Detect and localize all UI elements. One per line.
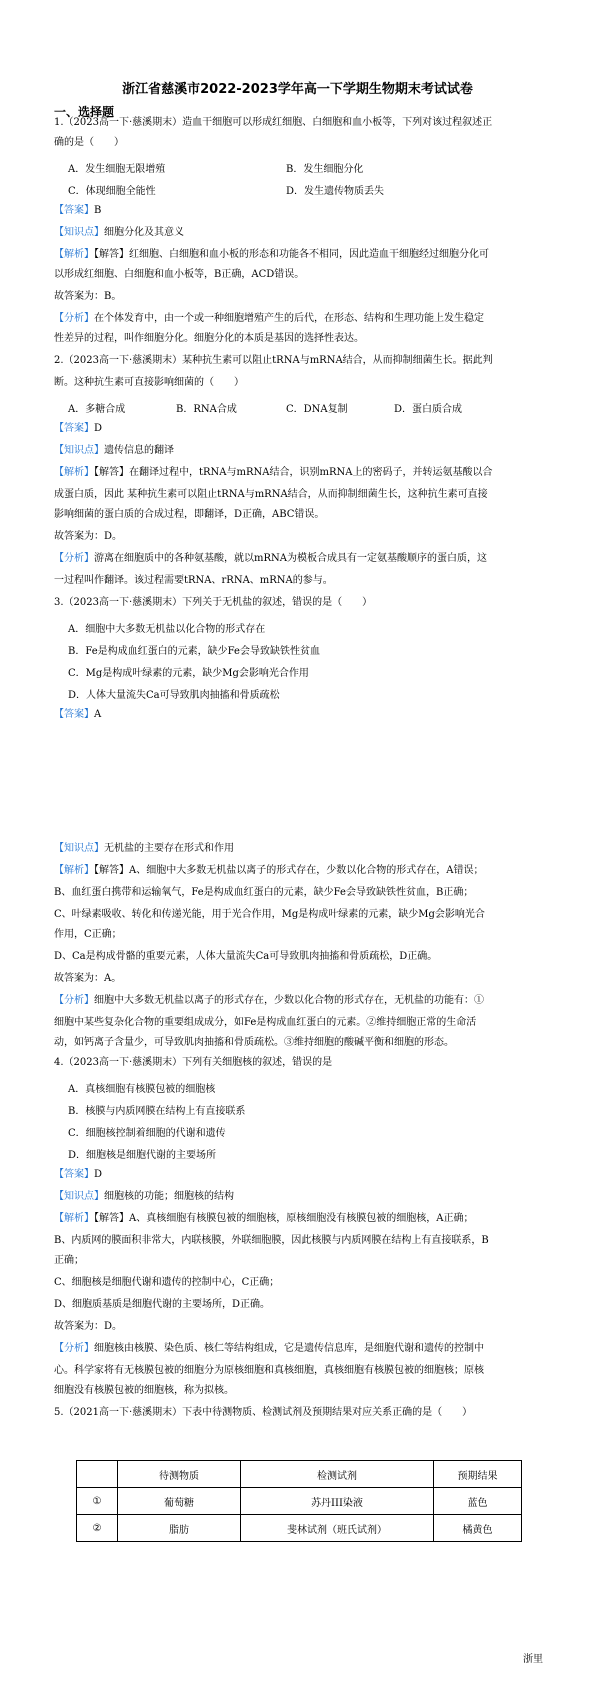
knowledge-text: 无机盐的主要存在形式和作用	[104, 843, 234, 854]
option-d: D．蛋白质合成	[394, 404, 463, 415]
answer-line	[54, 1168, 544, 1182]
explanation-text: 故答案为：D。	[54, 1321, 123, 1332]
analysis	[54, 1342, 544, 1356]
answer-line	[54, 204, 544, 218]
answer-tag: 【答案】	[54, 1169, 94, 1180]
table-cell: 葡萄糖	[118, 1488, 241, 1515]
answer-value: D	[94, 1169, 103, 1180]
explanation-text: 正确；	[54, 1255, 84, 1266]
table-header: 预期结果	[434, 1461, 522, 1488]
table-row	[77, 1515, 522, 1542]
analysis-text: 游离在细胞质中的各种氨基酸，就以mRNA为模板合成具有一定氨基酸顺序的蛋白质，这	[94, 553, 487, 564]
explanation-text: 【解答】A、真核细胞有核膜包被的细胞核，原核细胞没有核膜包被的细胞核，A正确；	[94, 1213, 474, 1224]
table-cell: 苏丹III染液	[241, 1488, 434, 1515]
question-stem: 1.（2023高一下·慈溪期末）造血干细胞可以形成红细胞、白细胞和血小板等，下列对该过程叙述正	[54, 117, 493, 128]
option-b: B．RNA合成	[176, 404, 237, 415]
explanation	[54, 248, 544, 262]
page-footer: 浙里	[523, 1654, 543, 1665]
option-b: B．核膜与内质网膜在结构上有直接联系	[68, 1106, 246, 1117]
option-c: C．体现细胞全能性	[68, 186, 156, 197]
page-title: 浙江省慈溪市2022-2023学年高一下学期生物期末考试试卷	[122, 82, 473, 97]
explanation-text: 故答案为：D。	[54, 531, 123, 542]
table-header: 待测物质	[118, 1461, 241, 1488]
knowledge-point	[54, 1190, 544, 1204]
explanation-text: 以形成红细胞、白细胞和血小板等，B正确，ACD错误。	[54, 269, 305, 280]
explanation-text: 影响细菌的蛋白质的合成过程，即翻译，D正确，ABC错误。	[54, 509, 325, 520]
answer-tag: 【答案】	[54, 423, 94, 434]
question-stem: 4.（2023高一下·慈溪期末）下列有关细胞核的叙述，错误的是	[54, 1057, 333, 1068]
answer-value: A	[94, 709, 102, 720]
explanation	[54, 864, 544, 878]
explanation-text: C、叶绿素吸收、转化和传递光能，用于光合作用，Mg是构成叶绿素的元素，缺少Mg会影响光合	[54, 909, 485, 920]
analysis-tag: 【分析】	[54, 1343, 94, 1354]
section-heading: 一、选择题	[54, 105, 115, 119]
question-stem: 断。这种抗生素可直接影响细菌的（ ）	[54, 377, 244, 388]
table-row	[77, 1488, 522, 1515]
table-header-row	[77, 1461, 522, 1488]
table-cell: ①	[77, 1488, 118, 1515]
explanation-tag: 【解析】	[54, 865, 94, 876]
table-header: 检测试剂	[241, 1461, 434, 1488]
table-header	[77, 1461, 118, 1488]
answer-line	[54, 708, 544, 722]
explanation-tag: 【解析】	[54, 1213, 94, 1224]
table-cell: 橘黄色	[434, 1515, 522, 1542]
explanation-text: D、Ca是构成骨骼的重要元素，人体大量流失Ca可导致肌肉抽搐和骨质疏松，D正确。	[54, 951, 438, 962]
knowledge-text: 细胞核的功能；细胞核的结构	[104, 1191, 234, 1202]
explanation	[54, 466, 544, 480]
answer-tag: 【答案】	[54, 709, 94, 720]
analysis-text: 细胞中大多数无机盐以离子的形式存在，少数以化合物的形式存在，无机盐的功能有：①	[94, 995, 484, 1006]
data-table	[76, 1460, 522, 1542]
option-c: C．Mg是构成叶绿素的元素，缺少Mg会影响光合作用	[68, 668, 309, 679]
analysis-text: 细胞核由核膜、染色质、核仁等结构组成，它是遗传信息库，是细胞代谢和遗传的控制中	[94, 1343, 484, 1354]
question-stem: 确的是（ ）	[54, 137, 124, 148]
analysis-text: 细胞没有核膜包被的细胞核，称为拟核。	[54, 1385, 234, 1396]
option-a: A．多糖合成	[68, 404, 126, 415]
explanation-tag: 【解析】	[54, 467, 94, 478]
knowledge-tag: 【知识点】	[54, 843, 104, 854]
knowledge-text: 遗传信息的翻译	[104, 445, 174, 456]
answer-tag: 【答案】	[54, 205, 94, 216]
explanation-text: C、细胞核是细胞代谢和遗传的控制中心，C正确；	[54, 1277, 280, 1288]
analysis-tag: 【分析】	[54, 313, 94, 324]
explanation-text: 【解答】在翻译过程中，tRNA与mRNA结合，识别mRNA上的密码子，并转运氨基酸以合	[94, 467, 493, 478]
analysis-text: 一过程叫作翻译。该过程需要tRNA、rRNA、mRNA的参与。	[54, 575, 333, 586]
table-cell: 蓝色	[434, 1488, 522, 1515]
option-d: D．人体大量流失Ca可导致肌肉抽搐和骨质疏松	[68, 690, 280, 701]
answer-line	[54, 422, 544, 436]
knowledge-tag: 【知识点】	[54, 445, 104, 456]
analysis	[54, 312, 544, 326]
option-d: D．细胞核是细胞代谢的主要场所	[68, 1150, 217, 1161]
explanation-text: 成蛋白质，因此 某种抗生素可以阻止tRNA与mRNA结合，从而抑制细菌生长，这种抗生素可直接	[54, 489, 488, 500]
explanation-text: B、血红蛋白携带和运输氧气，Fe是构成血红蛋白的元素，缺少Fe会导致缺铁性贫血，B正确；	[54, 887, 474, 898]
analysis-text: 心。科学家将有无核膜包被的细胞分为原核细胞和真核细胞，真核细胞有核膜包被的细胞核；原核	[54, 1365, 484, 1376]
explanation-text: B、内质网的膜面积非常大，内联核膜，外联细胞膜，因此核膜与内质网膜在结构上有直接联系，B	[54, 1235, 489, 1246]
analysis-text: 动，如钙离子含量少，可导致肌肉抽搐和骨质疏松。③维持细胞的酸碱平衡和细胞的形态。	[54, 1037, 454, 1048]
option-c: C．细胞核控制着细胞的代谢和遗传	[68, 1128, 226, 1139]
explanation-text: 故答案为：B。	[54, 291, 122, 302]
option-b: B．Fe是构成血红蛋白的元素，缺少Fe会导致缺铁性贫血	[68, 646, 320, 657]
analysis-tag: 【分析】	[54, 995, 94, 1006]
analysis-tag: 【分析】	[54, 553, 94, 564]
table-cell: ②	[77, 1515, 118, 1542]
option-c: C．DNA复制	[286, 404, 348, 415]
knowledge-point	[54, 842, 544, 856]
explanation	[54, 1212, 544, 1226]
table-cell: 斐林试剂（班氏试剂）	[241, 1515, 434, 1542]
analysis	[54, 994, 544, 1008]
option-a: A．细胞中大多数无机盐以化合物的形式存在	[68, 624, 266, 635]
explanation-text: 【解答】A、细胞中大多数无机盐以离子的形式存在，少数以化合物的形式存在，A错误；	[94, 865, 484, 876]
explanation-tag: 【解析】	[54, 249, 94, 260]
explanation-text: 【解答】红细胞、白细胞和血小板的形态和功能各不相同，因此造血干细胞经过细胞分化可	[94, 249, 489, 260]
knowledge-point	[54, 226, 544, 240]
analysis	[54, 552, 544, 566]
option-d: D．发生遗传物质丢失	[286, 186, 385, 197]
analysis-text: 在个体发育中，由一个或一种细胞增殖产生的后代，在形态、结构和生理功能上发生稳定	[94, 313, 484, 324]
analysis-text: 性差异的过程，叫作细胞分化。细胞分化的本质是基因的选择性表达。	[54, 333, 364, 344]
explanation-text: 故答案为：A。	[54, 973, 122, 984]
table-cell: 脂肪	[118, 1515, 241, 1542]
option-a: A．发生细胞无限增殖	[68, 164, 166, 175]
answer-value: B	[94, 205, 102, 216]
knowledge-tag: 【知识点】	[54, 227, 104, 238]
question-stem: 3.（2023高一下·慈溪期末）下列关于无机盐的叙述，错误的是（ ）	[54, 597, 373, 608]
knowledge-tag: 【知识点】	[54, 1191, 104, 1202]
question-stem: 5.（2021高一下·慈溪期末）下表中待测物质、检测试剂及预期结果对应关系正确的是（ ）	[54, 1407, 473, 1418]
knowledge-point	[54, 444, 544, 458]
answer-value: D	[94, 423, 103, 434]
explanation-text: 作用，C正确；	[54, 929, 122, 940]
explanation-text: D、细胞质基质是细胞代谢的主要场所，D正确。	[54, 1299, 271, 1310]
analysis-text: 细胞中某些复杂化合物的重要组成成分，如Fe是构成血红蛋白的元素。②维持细胞正常的生命活	[54, 1017, 477, 1028]
option-b: B．发生细胞分化	[286, 164, 364, 175]
question-stem: 2.（2023高一下·慈溪期末）某种抗生素可以阻止tRNA与mRNA结合，从而抑制细菌生长。据此判	[54, 355, 493, 366]
option-a: A．真核细胞有核膜包被的细胞核	[68, 1084, 216, 1095]
knowledge-text: 细胞分化及其意义	[104, 227, 184, 238]
